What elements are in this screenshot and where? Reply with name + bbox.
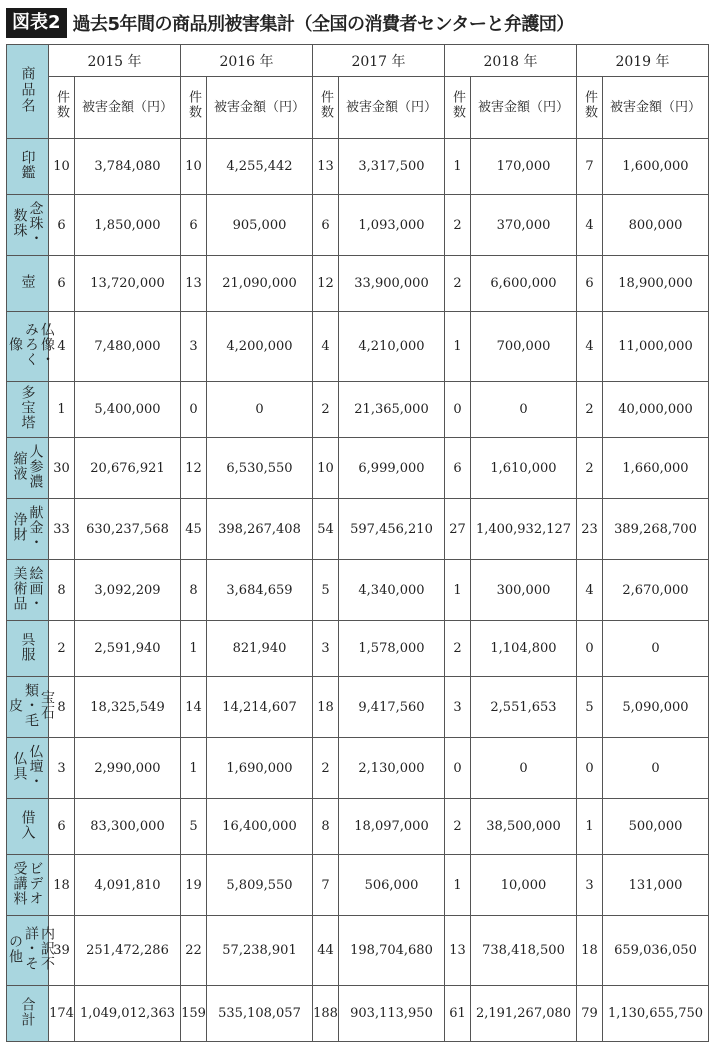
count-cell: 0 [445, 382, 471, 438]
page-title: 過去5年間の商品別被害集計（全国の消費者センターと弁護団） [72, 14, 574, 35]
count-label: 件数 [582, 90, 597, 120]
amount-cell: 198,704,680 [339, 916, 445, 986]
amount-cell: 1,049,012,363 [75, 986, 181, 1042]
count-cell: 61 [445, 986, 471, 1042]
row-header [7, 916, 55, 986]
count-cell: 7 [577, 139, 603, 195]
count-cell: 4 [577, 312, 603, 382]
count-cell: 45 [181, 499, 207, 560]
count-cell: 8 [49, 677, 75, 738]
row-header [7, 738, 49, 799]
amount-cell: 389,268,700 [603, 499, 709, 560]
amount-cell: 2,591,940 [75, 621, 181, 677]
table-row [7, 382, 709, 438]
count-cell: 2 [445, 621, 471, 677]
count-cell: 44 [313, 916, 339, 986]
count-cell: 2 [577, 438, 603, 499]
count-cell: 12 [313, 256, 339, 312]
count-cell: 39 [49, 916, 75, 986]
count-cell: 5 [313, 560, 339, 621]
amount-header: 被害金額（円） [207, 77, 313, 139]
count-cell: 2 [445, 799, 471, 855]
product-name: 多宝塔 [19, 385, 36, 430]
product-name: 人参濃縮液 [11, 443, 44, 489]
count-cell: 18 [577, 916, 603, 986]
table-row [7, 986, 709, 1042]
amount-header: 被害金額（円） [75, 77, 181, 139]
count-cell: 6 [49, 799, 75, 855]
count-cell: 23 [577, 499, 603, 560]
amount-cell: 21,090,000 [207, 256, 313, 312]
count-cell: 1 [445, 560, 471, 621]
count-cell: 0 [445, 738, 471, 799]
year-header: 2016 年 [181, 45, 313, 77]
count-cell: 2 [313, 738, 339, 799]
amount-cell: 2,551,653 [471, 677, 577, 738]
row-header [7, 195, 49, 256]
count-header [49, 77, 75, 139]
product-name: 内訳不詳・その他 [7, 926, 55, 971]
count-cell: 188 [313, 986, 339, 1042]
count-cell: 2 [49, 621, 75, 677]
table-row [7, 139, 709, 195]
count-cell: 6 [313, 195, 339, 256]
amount-cell: 131,000 [603, 855, 709, 916]
count-cell: 8 [181, 560, 207, 621]
amount-cell: 1,093,000 [339, 195, 445, 256]
amount-header: 被害金額（円） [339, 77, 445, 139]
count-cell: 14 [181, 677, 207, 738]
count-label: 件数 [54, 90, 69, 120]
amount-cell: 1,610,000 [471, 438, 577, 499]
count-cell: 159 [181, 986, 207, 1042]
header-sub-row [7, 77, 709, 139]
table-row [7, 312, 709, 382]
amount-cell: 3,684,659 [207, 560, 313, 621]
amount-cell: 10,000 [471, 855, 577, 916]
count-header [445, 77, 471, 139]
count-cell: 30 [49, 438, 75, 499]
count-cell: 33 [49, 499, 75, 560]
count-label: 件数 [186, 90, 201, 120]
amount-cell: 2,191,267,080 [471, 986, 577, 1042]
amount-cell: 6,999,000 [339, 438, 445, 499]
table-row [7, 560, 709, 621]
product-name: 絵画・美術品 [11, 565, 44, 611]
count-cell: 3 [313, 621, 339, 677]
amount-cell: 1,850,000 [75, 195, 181, 256]
product-name: 念珠・数珠 [11, 200, 44, 246]
product-name: 献金・浄財 [11, 504, 44, 550]
table-row [7, 621, 709, 677]
table-row [7, 855, 709, 916]
amount-cell: 5,809,550 [207, 855, 313, 916]
row-header [7, 256, 49, 312]
row-header [7, 382, 49, 438]
product-name: 借入 [19, 809, 36, 840]
amount-cell: 2,670,000 [603, 560, 709, 621]
table-row [7, 256, 709, 312]
damage-table [6, 44, 709, 1042]
count-cell: 54 [313, 499, 339, 560]
amount-cell: 1,130,655,750 [603, 986, 709, 1042]
amount-cell: 1,690,000 [207, 738, 313, 799]
count-cell: 2 [445, 256, 471, 312]
amount-cell: 18,325,549 [75, 677, 181, 738]
count-cell: 3 [181, 312, 207, 382]
count-cell: 27 [445, 499, 471, 560]
amount-cell: 0 [471, 738, 577, 799]
amount-cell: 0 [603, 621, 709, 677]
year-header: 2015 年 [49, 45, 181, 77]
amount-cell: 38,500,000 [471, 799, 577, 855]
count-cell: 22 [181, 916, 207, 986]
amount-cell: 659,036,050 [603, 916, 709, 986]
count-cell: 0 [577, 621, 603, 677]
count-cell: 1 [445, 139, 471, 195]
product-name: ビデオ受講料 [11, 860, 44, 906]
count-cell: 6 [49, 256, 75, 312]
row-header [7, 560, 49, 621]
row-header [7, 799, 49, 855]
count-cell: 13 [181, 256, 207, 312]
product-name: 呉服 [19, 631, 36, 662]
amount-cell: 1,660,000 [603, 438, 709, 499]
amount-cell: 13,720,000 [75, 256, 181, 312]
amount-cell: 40,000,000 [603, 382, 709, 438]
table-body [7, 139, 709, 1042]
amount-cell: 597,456,210 [339, 499, 445, 560]
amount-cell: 33,900,000 [339, 256, 445, 312]
amount-cell: 251,472,286 [75, 916, 181, 986]
count-cell: 2 [313, 382, 339, 438]
row-header [7, 677, 55, 738]
amount-cell: 3,784,080 [75, 139, 181, 195]
count-cell: 3 [49, 738, 75, 799]
amount-cell: 18,900,000 [603, 256, 709, 312]
amount-cell: 3,317,500 [339, 139, 445, 195]
count-header [181, 77, 207, 139]
count-cell: 3 [445, 677, 471, 738]
amount-cell: 0 [471, 382, 577, 438]
count-label: 件数 [318, 90, 333, 120]
table-row [7, 738, 709, 799]
count-cell: 6 [49, 195, 75, 256]
amount-cell: 4,210,000 [339, 312, 445, 382]
count-cell: 2 [577, 382, 603, 438]
amount-cell: 0 [603, 738, 709, 799]
amount-cell: 170,000 [471, 139, 577, 195]
row-header [7, 855, 49, 916]
product-name: 合計 [19, 996, 36, 1027]
count-cell: 174 [49, 986, 75, 1042]
count-cell: 1 [181, 738, 207, 799]
amount-cell: 738,418,500 [471, 916, 577, 986]
amount-cell: 57,238,901 [207, 916, 313, 986]
row-header [7, 438, 49, 499]
count-header [577, 77, 603, 139]
count-cell: 18 [313, 677, 339, 738]
header-year-row [7, 45, 709, 77]
count-cell: 13 [313, 139, 339, 195]
count-cell: 1 [49, 382, 75, 438]
product-name: 印鑑 [19, 149, 36, 180]
row-header [7, 621, 49, 677]
count-label: 件数 [450, 90, 465, 120]
count-cell: 5 [577, 677, 603, 738]
amount-cell: 500,000 [603, 799, 709, 855]
product-name: 仏像・みろく像 [7, 322, 55, 367]
row-header [7, 139, 49, 195]
corner-header [7, 45, 49, 139]
amount-cell: 9,417,560 [339, 677, 445, 738]
amount-cell: 11,000,000 [603, 312, 709, 382]
amount-cell: 5,090,000 [603, 677, 709, 738]
amount-cell: 0 [207, 382, 313, 438]
amount-cell: 370,000 [471, 195, 577, 256]
amount-cell: 2,990,000 [75, 738, 181, 799]
amount-cell: 1,600,000 [603, 139, 709, 195]
count-cell: 7 [313, 855, 339, 916]
year-header: 2018 年 [445, 45, 577, 77]
count-cell: 6 [181, 195, 207, 256]
year-header: 2017 年 [313, 45, 445, 77]
count-cell: 4 [49, 312, 75, 382]
amount-cell: 20,676,921 [75, 438, 181, 499]
corner-label: 商品名 [19, 65, 36, 114]
amount-cell: 800,000 [603, 195, 709, 256]
product-name: 仏壇・仏具 [11, 743, 44, 789]
amount-cell: 630,237,568 [75, 499, 181, 560]
year-header: 2019 年 [577, 45, 709, 77]
amount-cell: 1,104,800 [471, 621, 577, 677]
table-row [7, 195, 709, 256]
amount-header: 被害金額（円） [471, 77, 577, 139]
amount-cell: 398,267,408 [207, 499, 313, 560]
amount-cell: 7,480,000 [75, 312, 181, 382]
amount-cell: 2,130,000 [339, 738, 445, 799]
table-row [7, 799, 709, 855]
amount-cell: 6,600,000 [471, 256, 577, 312]
product-name: 壺 [19, 274, 36, 289]
row-header [7, 499, 49, 560]
amount-cell: 1,400,932,127 [471, 499, 577, 560]
count-cell: 4 [313, 312, 339, 382]
amount-cell: 506,000 [339, 855, 445, 916]
count-cell: 13 [445, 916, 471, 986]
row-header [7, 986, 49, 1042]
amount-cell: 4,340,000 [339, 560, 445, 621]
row-header [7, 312, 55, 382]
count-cell: 4 [577, 560, 603, 621]
count-cell: 79 [577, 986, 603, 1042]
amount-cell: 4,200,000 [207, 312, 313, 382]
count-cell: 5 [181, 799, 207, 855]
amount-cell: 83,300,000 [75, 799, 181, 855]
title-bar [6, 6, 704, 40]
count-cell: 12 [181, 438, 207, 499]
amount-cell: 821,940 [207, 621, 313, 677]
count-cell: 1 [445, 312, 471, 382]
count-cell: 8 [49, 560, 75, 621]
count-cell: 0 [577, 738, 603, 799]
table-row [7, 916, 709, 986]
count-cell: 8 [313, 799, 339, 855]
table-row [7, 499, 709, 560]
count-cell: 10 [313, 438, 339, 499]
count-cell: 10 [49, 139, 75, 195]
figure-label: 図表2 [6, 8, 67, 38]
amount-cell: 700,000 [471, 312, 577, 382]
amount-cell: 535,108,057 [207, 986, 313, 1042]
count-cell: 2 [445, 195, 471, 256]
amount-cell: 4,255,442 [207, 139, 313, 195]
count-cell: 6 [445, 438, 471, 499]
amount-cell: 18,097,000 [339, 799, 445, 855]
count-cell: 3 [577, 855, 603, 916]
table-row [7, 677, 709, 738]
amount-cell: 21,365,000 [339, 382, 445, 438]
count-cell: 6 [577, 256, 603, 312]
count-cell: 1 [577, 799, 603, 855]
count-cell: 1 [445, 855, 471, 916]
amount-cell: 6,530,550 [207, 438, 313, 499]
product-name: 宝石類・毛皮 [7, 682, 55, 728]
amount-cell: 903,113,950 [339, 986, 445, 1042]
amount-cell: 1,578,000 [339, 621, 445, 677]
table-row [7, 438, 709, 499]
amount-cell: 5,400,000 [75, 382, 181, 438]
amount-cell: 4,091,810 [75, 855, 181, 916]
count-cell: 19 [181, 855, 207, 916]
count-cell: 0 [181, 382, 207, 438]
count-cell: 10 [181, 139, 207, 195]
amount-cell: 3,092,209 [75, 560, 181, 621]
amount-cell: 16,400,000 [207, 799, 313, 855]
amount-cell: 14,214,607 [207, 677, 313, 738]
count-header [313, 77, 339, 139]
count-cell: 4 [577, 195, 603, 256]
count-cell: 1 [181, 621, 207, 677]
amount-header: 被害金額（円） [603, 77, 709, 139]
count-cell: 18 [49, 855, 75, 916]
amount-cell: 905,000 [207, 195, 313, 256]
amount-cell: 300,000 [471, 560, 577, 621]
